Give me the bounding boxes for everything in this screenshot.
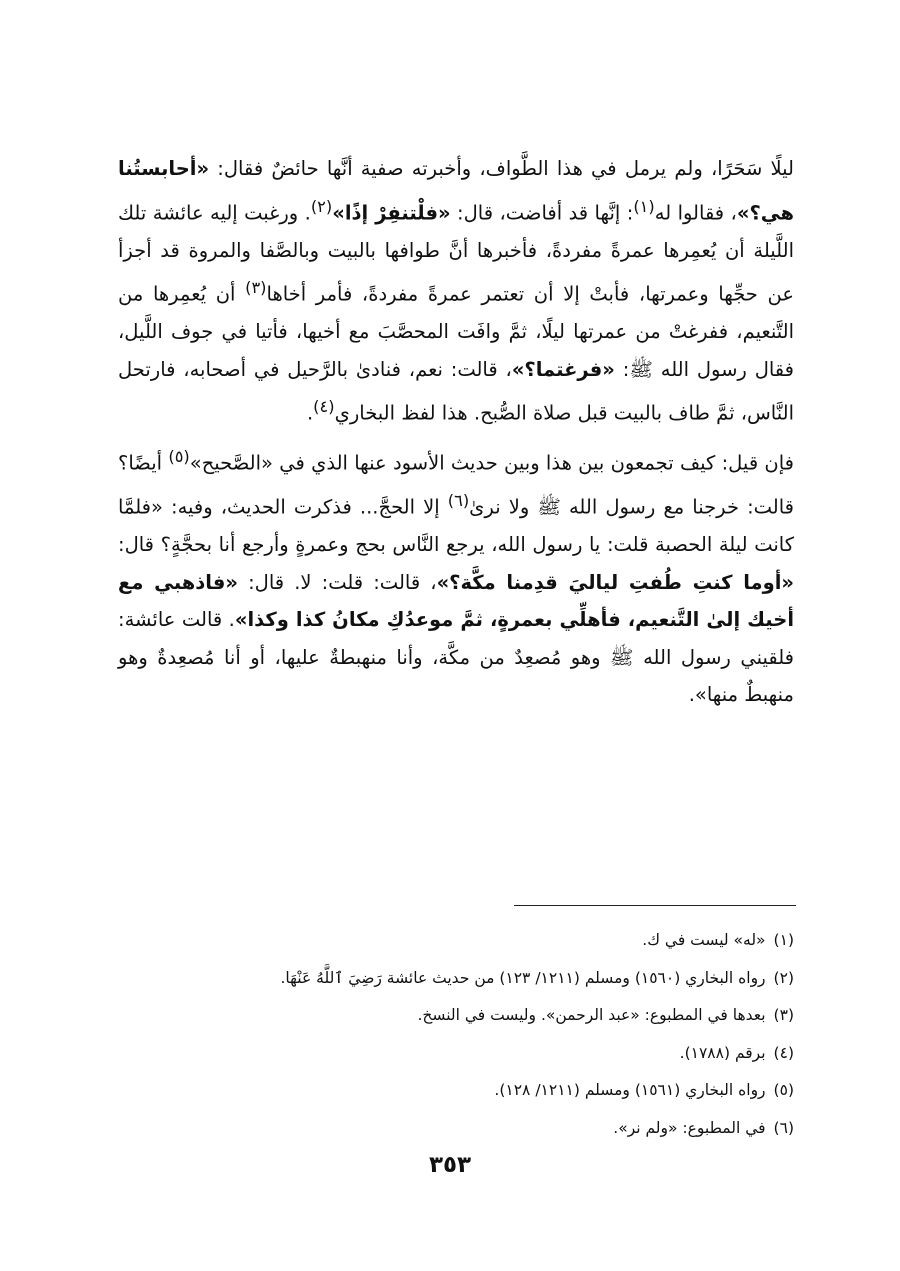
footnotes [118, 922, 794, 1147]
footnote-number: (٦) [773, 1118, 794, 1137]
footnote-number: (٥) [773, 1081, 794, 1099]
text-run: إلا الحجَّ... فذكرت الحديث، وفيه: «فلمَّا كانت ليلة الحصبة قلت: يا رسول الله، يرجع النَّاس بحج وعمرةٍ وأرجع أنا بحجَّةٍ؟ قال: [118, 495, 794, 556]
text-run: أيضًا؟ قالت: خرجنا مع رسول الله ﷺ ولا نرىٰ [118, 451, 795, 519]
text-run: ، قالت: قلت: لا. قال: [238, 570, 437, 594]
paragraph [118, 438, 794, 714]
bold-quote: «أوما كنتِ طُفتِ لياليَ قدِمنا مكَّة؟» [436, 570, 795, 594]
text-run: أن يُعمِرها من التَّنعيم، ففرغتْ من عمرتها ليلًا، ثمَّ وافَت المحصَّبَ مع أخيها، فأتيا في جوف اللَّيل، فقال رسول الله ﷺ: [118, 282, 794, 381]
text-run: . ورغبت إليه عائشة تلك اللَّيلة أن يُعمِرها عمرةً مفردةً، فأخبرها أنَّ طوافها بالبيت وبالصَّفا والمروة قد أجزأ عن حجِّها وعمرتها، فأبتْ إلا أن تعتمر عمرةً مفردةً، فأمر أخاها [118, 201, 794, 306]
footnote-text: رواه البخاري (١٥٦١) ومسلم (١٢١١/ ١٢٨). [494, 1081, 766, 1099]
text-run: ليلًا سَحَرًا، ولم يرمل في هذا الطَّواف، وأخبرته صفية أنَّها حائضٌ فقال: [209, 157, 794, 180]
footnote-separator [514, 905, 796, 906]
footnote [118, 1072, 794, 1110]
footnote-text: «له» ليست في ك. [642, 931, 766, 949]
footnote-marker: (٤) [313, 397, 335, 416]
text-run: : إنَّها قد أفاضت، قال: [450, 201, 634, 224]
paragraph [118, 150, 794, 432]
footnote [118, 1110, 794, 1148]
footnote [118, 960, 794, 998]
footnote-number: (٣) [773, 1006, 794, 1024]
footnote [118, 922, 794, 960]
footnote [118, 997, 794, 1035]
footnote-number: (٤) [773, 1043, 794, 1062]
footnote-marker: (٦) [447, 491, 470, 510]
footnote-text: برقم (١٧٨٨). [679, 1043, 766, 1062]
bold-quote: «فاذهبي مع أخيك إلىٰ التَّنعيم، فأهلِّي بعمرةٍ، ثمَّ موعدُكِ مكانُ كذا وكذا» [118, 570, 795, 631]
text-run: . [306, 401, 314, 425]
footnote-number: (٢) [773, 968, 794, 987]
main-text [118, 150, 794, 714]
page-number: ٣٥٣ [428, 1152, 472, 1178]
text-run: ، قالت: نعم، فنادىٰ بالرَّحيل في أصحابه، فارتحل النَّاس، ثمَّ طاف بالبيت قبل صلاة الصُّبح. هذا لفظ البخاري [118, 357, 794, 425]
bold-quote: «فرغتما؟» [511, 357, 615, 381]
bold-quote: «أحابستُنا هي؟» [118, 157, 795, 224]
footnote-marker: (١) [633, 196, 655, 216]
bold-quote: «فلْتنفِرْ إذًا» [332, 201, 451, 224]
text-run: ، فقالوا له [654, 201, 737, 224]
text-run: . قالت عائشة: فلقيني رسول الله ﷺ وهو مُصعِدٌ من مكَّة، وأنا منهبطةٌ عليها، أو أنا مُصعِدةٌ وهو منهبطٌ منها». [118, 608, 794, 706]
text-run: فإن قيل: كيف تجمعون بين هذا وبين حديث الأسود عنها الذي في «الصَّحيح» [189, 451, 795, 475]
footnote-text: بعدها في المطبوع: «عبد الرحمن». وليست في النسخ. [417, 1006, 766, 1024]
footnote-text: رواه البخاري (١٥٦٠) ومسلم (١٢١١/ ١٢٣) من حديث عائشة رَضِيَ ٱللَّهُ عَنْهَا. [280, 968, 766, 987]
footnote [118, 1035, 794, 1073]
footnote-marker: (٣) [245, 278, 267, 297]
footnote-marker: (٥) [168, 447, 190, 466]
footnote-number: (١) [773, 931, 794, 949]
footnote-text: في المطبوع: «ولم نر». [613, 1118, 766, 1137]
footnote-marker: (٢) [310, 196, 333, 216]
